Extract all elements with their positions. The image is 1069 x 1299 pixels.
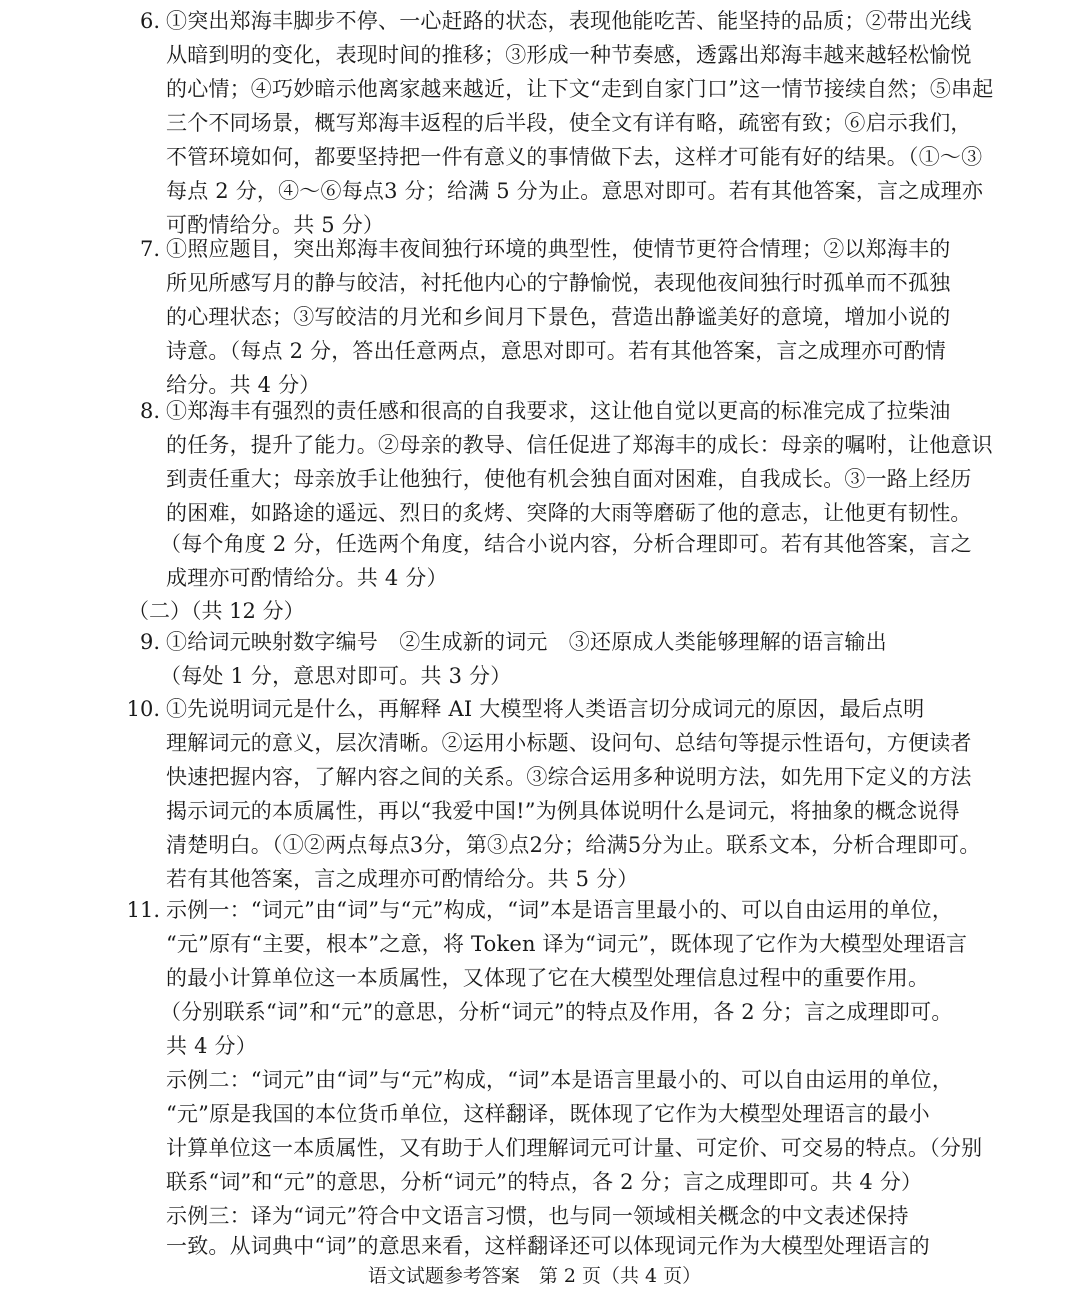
question-number: 8. — [139, 399, 160, 423]
answer-line: 共 4 分） — [166, 1034, 257, 1058]
answer-line: 示例三：译为“词元”符合中文语言习惯，也与同一领域相关概念的中文表述保持 — [166, 1204, 909, 1228]
answer-line: 揭示词元的本质属性，再以“我爱中国!”为例具体说明什么是词元，将抽象的概念说得 — [166, 799, 960, 823]
question-number: 9. — [139, 630, 160, 654]
section-heading: （二）（共 12 分） — [128, 599, 305, 623]
answer-line: 清楚明白。（①②两点每点3分，第③点2分；给满5分为止。联系文本，分析合理即可。 — [166, 833, 981, 857]
answer-line: 的心情；④巧妙暗示他离家越来越近，让下文“走到自家门口”这一情节接续自然；⑤串起 — [166, 77, 994, 101]
answer-line: 一致。从词典中“词”的意思来看，这样翻译还可以体现词元作为大模型处理语言的 — [166, 1234, 930, 1258]
answer-line: “元”原有“主要，根本”之意，将 Token 译为“词元”，既体现了它作为大模型处理语言 — [166, 932, 968, 956]
answer-line: 从暗到明的变化，表现时间的推移；③形成一种节奏感，透露出郑海丰越来越轻松愉悦 — [166, 43, 972, 67]
answer-line: 示例一：“词元”由“词”与“元”构成，“词”本是语言里最小的、可以自由运用的单位， — [166, 898, 954, 922]
answer-line: ①照应题目，突出郑海丰夜间独行环境的典型性，使情节更符合情理；②以郑海丰的 — [166, 237, 951, 261]
answer-line: 所见所感写月的静与皎洁，衬托他内心的宁静愉悦，表现他夜间独行时孤单而不孤独 — [166, 271, 951, 295]
answer-line: 诗意。（每点 2 分，答出任意两点，意思对即可。若有其他答案，言之成理亦可酌情 — [166, 339, 947, 363]
answer-line: 三个不同场景，概写郑海丰返程的后半段，使全文有详有略，疏密有致；⑥启示我们， — [166, 111, 972, 135]
question-number: 7. — [139, 237, 160, 261]
answer-line: 每点 2 分，④～⑥每点3 分；给满 5 分为止。意思对即可。若有其他答案，言之成理亦 — [166, 179, 984, 203]
answer-line: 不管环境如何，都要坚持把一件有意义的事情做下去，这样才可能有好的结果。（①～③ — [166, 145, 983, 169]
answer-line: 理解词元的意义，层次清晰。②运用小标题、设问句、总结句等提示性语句，方便读者 — [166, 731, 972, 755]
answer-line: ①给词元映射数字编号 ②生成新的词元 ③还原成人类能够理解的语言输出 — [166, 630, 887, 654]
answer-line: 给分。共 4 分） — [166, 373, 321, 397]
answer-line: 联系“词”和“元”的意思，分析“词元”的特点，各 2 分；言之成理即可。共 4 分） — [166, 1170, 923, 1194]
answer-line: “元”原是我国的本位货币单位，这样翻译，既体现了它作为大模型处理语言的最小 — [166, 1102, 930, 1126]
answer-line: ①突出郑海丰脚步不停、一心赶路的状态，表现他能吃苦、能坚持的品质；②带出光线 — [166, 9, 972, 33]
answer-line: 的心理状态；③写皎洁的月光和乡间月下景色，营造出静谧美好的意境，增加小说的 — [166, 305, 951, 329]
answer-line: （每个角度 2 分，任选两个角度，结合小说内容，分析合理即可。若有其他答案，言之 — [160, 532, 972, 556]
answer-line: 到责任重大；母亲放手让他独行，使他有机会独自面对困难，自我成长。③一路上经历 — [166, 467, 972, 491]
answer-line: 若有其他答案，言之成理亦可酌情给分。共 5 分） — [166, 867, 639, 891]
answer-line: 的任务，提升了能力。②母亲的教导、信任促进了郑海丰的成长：母亲的嘱咐，让他意识 — [166, 433, 993, 457]
answer-line: 的最小计算单位这一本质属性，又体现了它在大模型处理信息过程中的重要作用。 — [166, 966, 930, 990]
page-footer: 语文试题参考答案 第 2 页（共 4 页） — [367, 1265, 702, 1287]
answer-line: （每处 1 分，意思对即可。共 3 分） — [160, 664, 512, 688]
answer-line: （分别联系“词”和“元”的意思，分析“词元”的特点及作用，各 2 分；言之成理即可。 — [160, 1000, 953, 1024]
answer-line: 快速把握内容，了解内容之间的关系。③综合运用多种说明方法，如先用下定义的方法 — [166, 765, 972, 789]
answer-line: 计算单位这一本质属性，又有助于人们理解词元可计量、可定价、可交易的特点。（分别 — [166, 1136, 983, 1160]
question-number: 11. — [126, 898, 160, 922]
answer-line: 示例二：“词元”由“词”与“元”构成，“词”本是语言里最小的、可以自由运用的单位， — [166, 1068, 954, 1092]
question-number: 6. — [139, 9, 160, 33]
answer-line: 成理亦可酌情给分。共 4 分） — [166, 566, 448, 590]
answer-line: 的困难，如路途的遥远、烈日的炙烤、突降的大雨等磨砺了他的意志，让他更有韧性。 — [166, 501, 972, 525]
answer-line: ①先说明词元是什么，再解释 AI 大模型将人类语言切分成词元的原因，最后点明 — [166, 697, 925, 721]
answer-line: 可酌情给分。共 5 分） — [166, 213, 385, 237]
answer-line: ①郑海丰有强烈的责任感和很高的自我要求，这让他自觉以更高的标准完成了拉柴油 — [166, 399, 951, 423]
question-number: 10. — [126, 697, 160, 721]
